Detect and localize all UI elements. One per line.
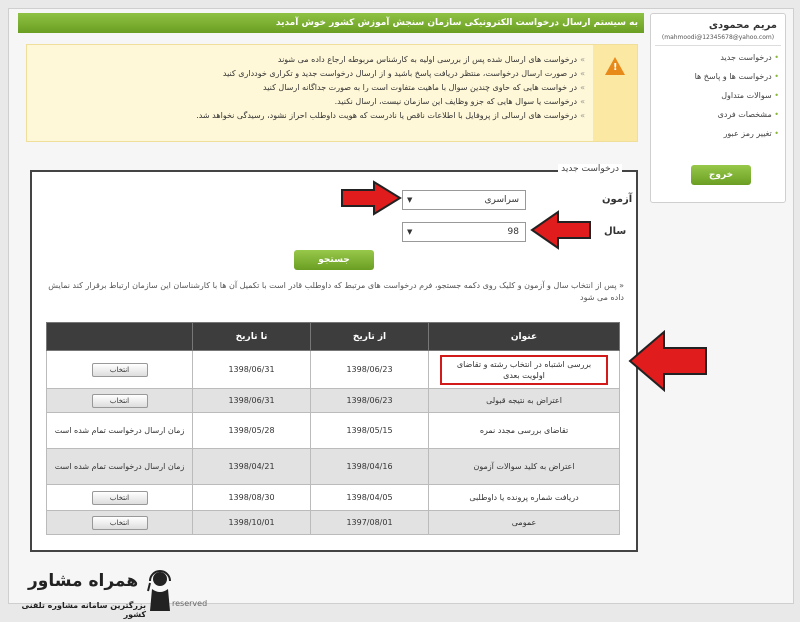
chevron-down-icon: ▼ [407,228,413,236]
row-action-cell [47,485,193,511]
row-to-date: 1398/10/01 [193,511,311,535]
warning-line: » درخواست های ارسالی از پروفایل با اطلاعات ناقص یا نادرست که هویت داوطلب احراز نشود، رسیدگی نخواهد شد. [65,109,585,123]
brand-title: همراه مشاور [28,571,139,591]
row-title: تقاضای بررسی مجدد نمره [429,413,620,449]
col-header-to-date: تا تاریخ [193,323,311,351]
warning-line: » درخواست های ارسال شده پس از بررسی اولیه به کارشناس مربوطه ارجاع داده می شوند [65,53,585,67]
row-expired-status: زمان ارسال درخواست تمام شده است [47,413,193,449]
row-title-cell [429,351,620,389]
footer-reserved: reserved [172,599,208,608]
warning-line: » درخواست یا سوال هایی که جزو وظایف این سازمان نیست، ارسال نکنید. [65,95,585,109]
user-name: مریم محمودی [708,20,777,31]
col-header-action [47,323,193,351]
headset-logo-icon [146,569,174,613]
sidebar-item-requests-answers[interactable]: • درخواست ها و پاسخ ها [651,67,779,86]
row-action-cell [47,511,193,535]
panel-legend: درخواست جدید [558,164,622,174]
row-from-date: 1398/06/23 [311,389,429,413]
select-button[interactable]: انتخاب [92,394,148,408]
warning-line: » در خواست هایی که حاوی چندین سوال با ماهیت متفاوت است را به صورت جداگانه ارسال کنید [65,81,585,95]
table-header-row [47,323,620,351]
logout-button[interactable]: خروج [691,165,751,185]
col-header-from-date: از تاریخ [311,323,429,351]
table-row [47,351,620,389]
warning-list [65,53,585,123]
row-title: اعتراض به نتیجه قبولی [429,389,620,413]
row-from-date: 1397/08/01 [311,511,429,535]
row-from-date: 1398/04/16 [311,449,429,485]
arrow-left-icon [628,330,708,392]
row-title: اعتراض به کلید سوالات آزمون [429,449,620,485]
year-select-value: 98 [507,227,519,237]
row-title: دریافت شماره پرونده یا داوطلبی [429,485,620,511]
arrow-left-icon [530,210,592,250]
arrow-right-icon [340,180,402,216]
exam-select-value: سراسری [484,195,519,205]
exam-select[interactable] [402,190,526,210]
sidebar-item-new-request[interactable]: • درخواست جدید [651,48,779,67]
sidebar-item-change-password[interactable]: • تغییر رمز عبور [651,124,779,143]
requests-table [46,322,620,535]
select-button[interactable]: انتخاب [92,516,148,530]
row-to-date: 1398/06/31 [193,351,311,389]
table-row [47,389,620,413]
row-expired-status: زمان ارسال درخواست تمام شده است [47,449,193,485]
brand-logo-block [6,567,176,619]
sidebar-item-profile[interactable]: • مشخصات فردی [651,105,779,124]
col-header-title: عنوان [429,323,620,351]
row-to-date: 1398/05/28 [193,413,311,449]
year-label: سال [604,226,627,237]
brand-subtitle: بزرگترین سامانه مشاوره تلفنی کشور [21,601,146,619]
select-button[interactable]: انتخاب [92,363,148,377]
chevron-down-icon: ▼ [407,196,413,204]
search-button[interactable]: جستجو [294,250,374,270]
row-from-date: 1398/05/15 [311,413,429,449]
exam-label: آزمون [602,194,633,205]
row-from-date: 1398/06/23 [311,351,429,389]
year-select[interactable] [402,222,526,242]
user-email: (mahmoodi@12345678@yahoo.com) [655,31,781,46]
warning-notice [26,44,638,142]
table-row [47,449,620,485]
table-row [47,485,620,511]
row-action-cell [47,351,193,389]
warning-line: » در صورت ارسال درخواست، منتظر دریافت پاسخ باشید و از ارسال درخواست جدید و تکراری خودداری کنید [65,67,585,81]
table-row [47,511,620,535]
row-to-date: 1398/08/30 [193,485,311,511]
warning-icon-box [593,45,637,141]
row-action-cell [47,389,193,413]
table-row [47,413,620,449]
search-hint: « پس از انتخاب سال و آزمون و کلیک روی دکمه جستجو، فرم درخواست های مرتبط که داوطلب قادر است با تکمیل آن ها با کارشناسان این سازمان ارتباط برقرار کند نمایش داده می شود [48,281,624,302]
sidebar-menu [651,46,785,143]
row-from-date: 1398/04/05 [311,485,429,511]
row-to-date: 1398/04/21 [193,449,311,485]
select-button[interactable]: انتخاب [92,491,148,505]
sidebar-item-faq[interactable]: • سوالات متداول [651,86,779,105]
row-title: عمومی [429,511,620,535]
welcome-header: به سیستم ارسال درخواست الکترونیکی سازمان سنجش آموزش کشور خوش آمدید [18,13,644,33]
user-sidebar [650,13,786,203]
warning-icon: ! [605,57,625,75]
row-to-date: 1398/06/31 [193,389,311,413]
highlighted-row-title: بررسی اشتباه در انتخاب رشته و تقاضای اولویت بعدی [440,355,608,385]
